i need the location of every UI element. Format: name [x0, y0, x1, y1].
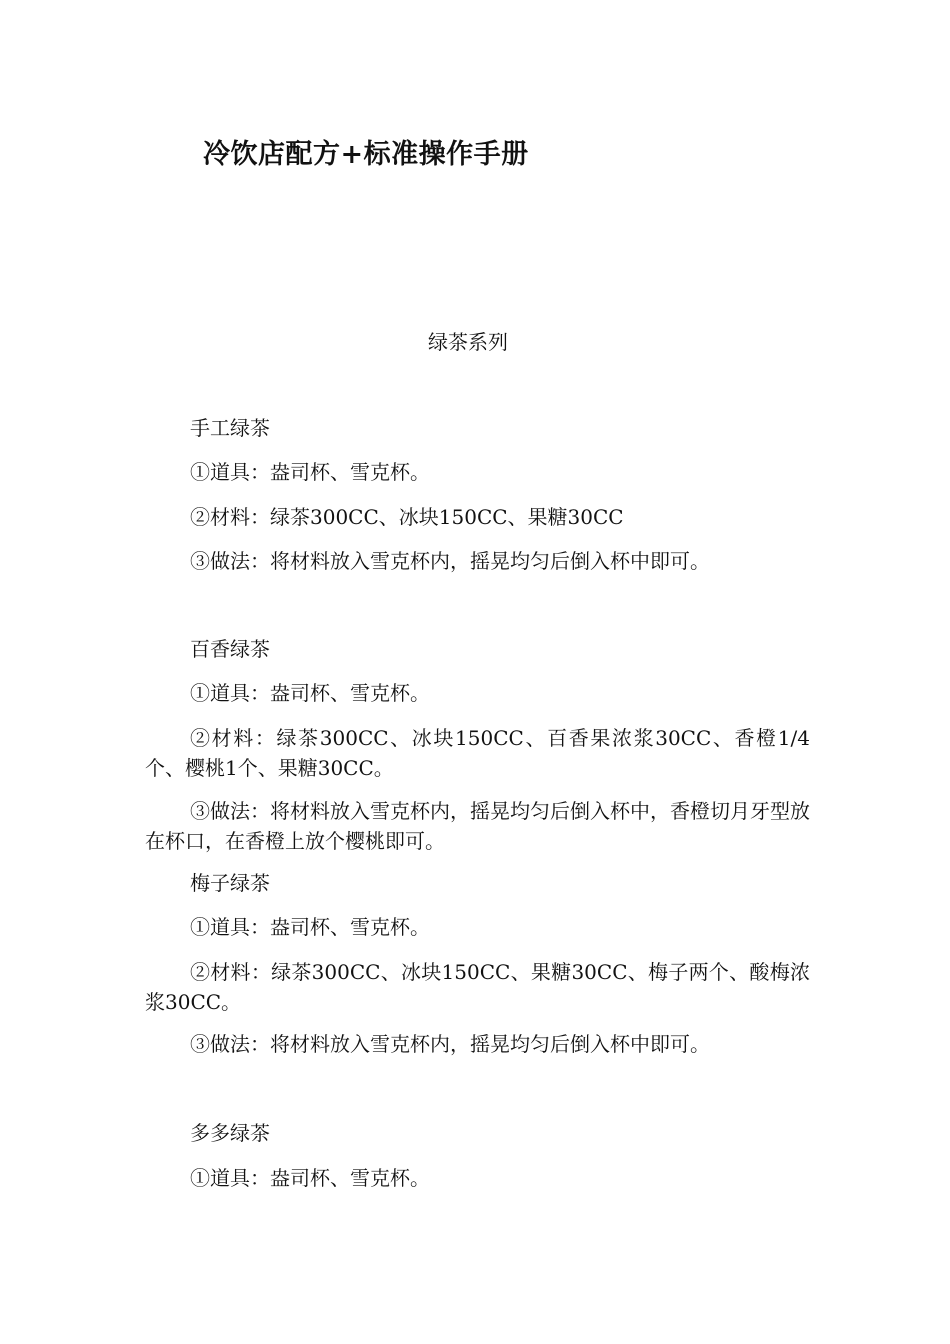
- recipe-method: ③做法：将材料放入雪克杯内，摇晃均匀后倒入杯中即可。: [190, 1032, 710, 1056]
- recipe-materials: ②材料：绿茶300CC、冰块150CC、百香果浓浆30CC、香橙1/4个、樱桃1个、果糖30CC。: [145, 726, 810, 780]
- recipe-method: ③做法：将材料放入雪克杯内，摇晃均匀后倒入杯中，香橙切月牙型放在杯口，在香橙上放个樱桃即可。: [145, 799, 810, 853]
- recipe-tools: ①道具：盎司杯、雪克杯。: [190, 1166, 430, 1190]
- recipe-name: 梅子绿茶: [190, 871, 270, 895]
- recipe-method: ③做法：将材料放入雪克杯内，摇晃均匀后倒入杯中即可。: [190, 549, 710, 573]
- section-title: 绿茶系列: [428, 330, 508, 354]
- recipe-name: 百香绿茶: [190, 637, 270, 661]
- document-title: 冷饮店配方+标准操作手册: [203, 139, 529, 170]
- recipe-name: 手工绿茶: [190, 416, 270, 440]
- recipe-name: 多多绿茶: [190, 1121, 270, 1145]
- recipe-materials: ②材料：绿茶300CC、冰块150CC、果糖30CC、梅子两个、酸梅浓浆30CC。: [145, 960, 810, 1014]
- recipe-tools: ①道具：盎司杯、雪克杯。: [190, 460, 430, 484]
- recipe-materials: ②材料：绿茶300CC、冰块150CC、果糖30CC: [190, 505, 624, 529]
- recipe-tools: ①道具：盎司杯、雪克杯。: [190, 681, 430, 705]
- recipe-tools: ①道具：盎司杯、雪克杯。: [190, 915, 430, 939]
